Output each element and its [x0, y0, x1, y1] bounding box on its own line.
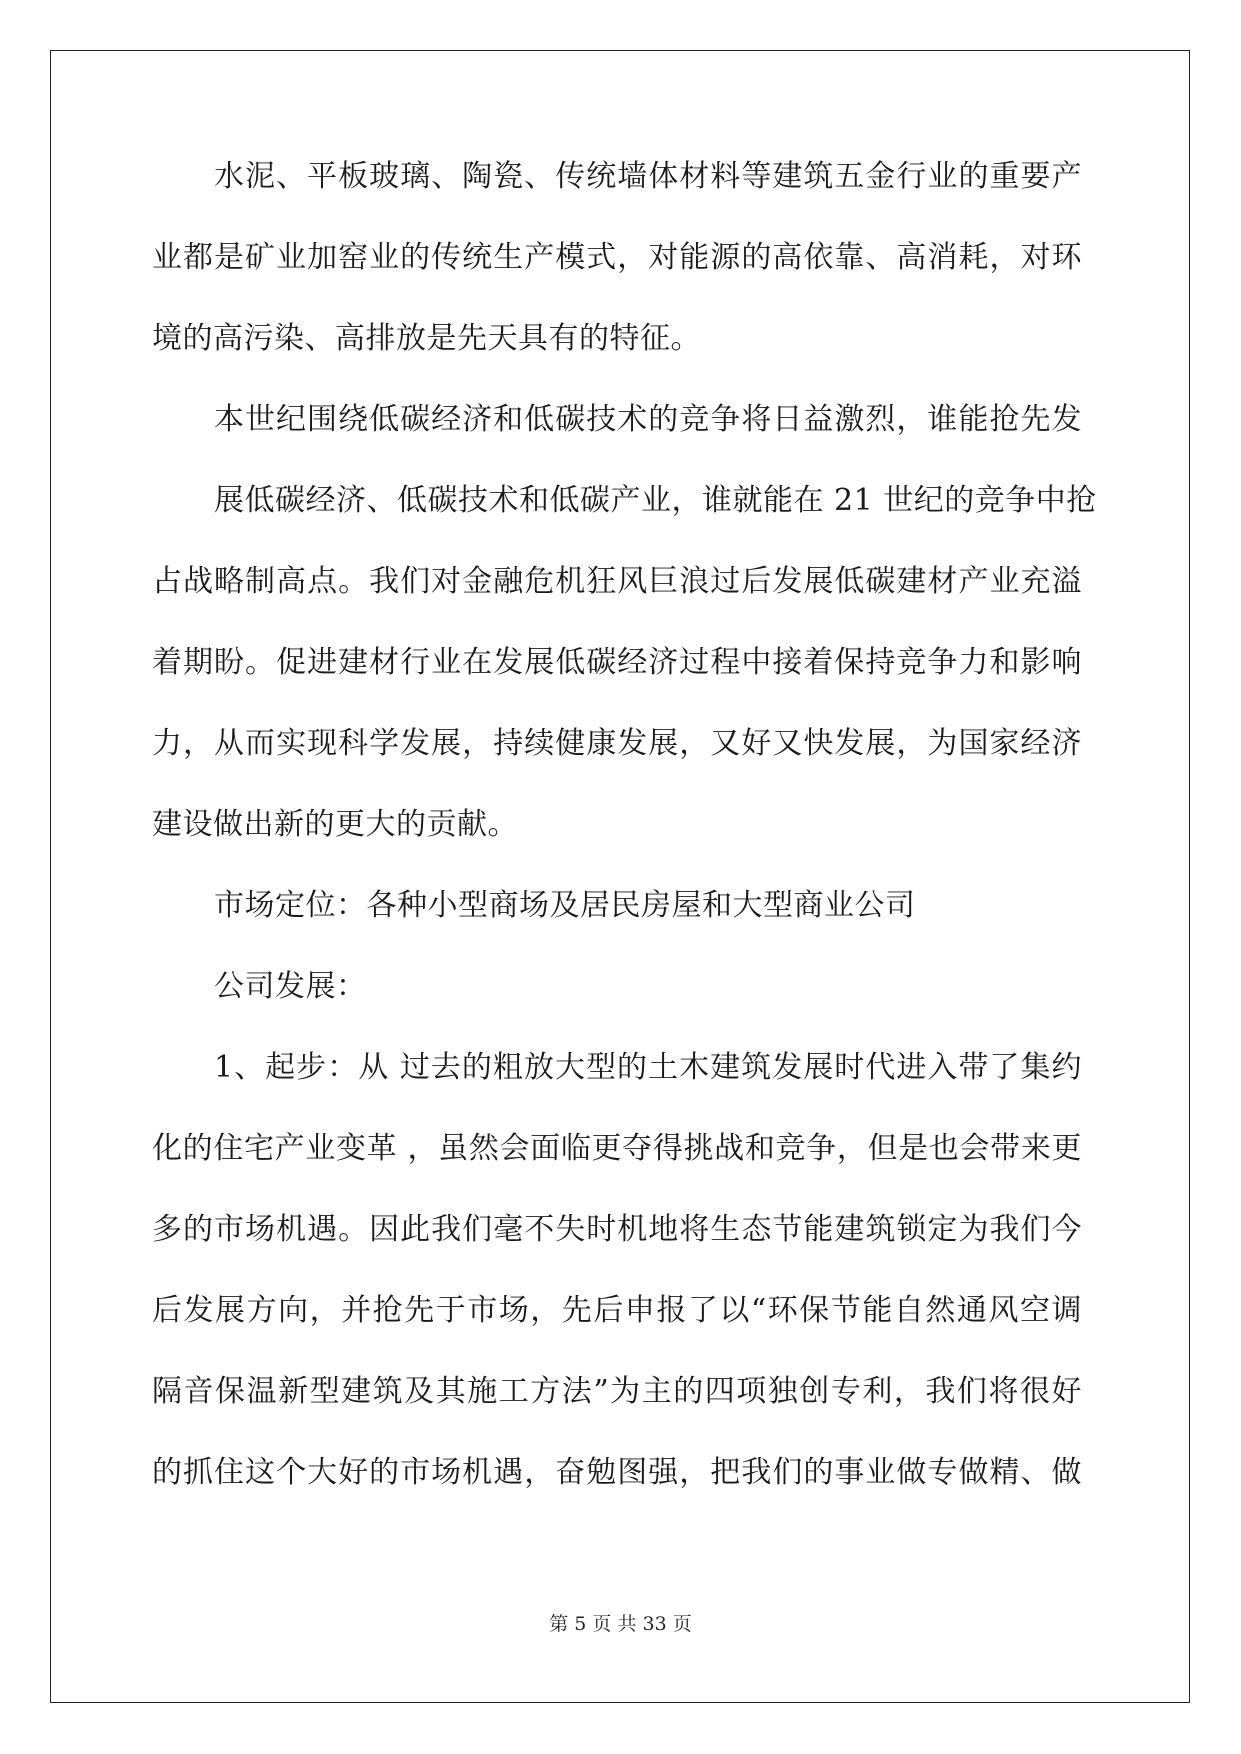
- document-body: [152, 159, 1097, 1539]
- text-line: 后发展方向，并抢先于市场，先后申报了以“环保节能自然通风空调: [152, 1293, 1082, 1328]
- text-line: 市场定位：各种小型商场及居民房屋和大型商业公司: [214, 888, 916, 923]
- text-line: 力，从而实现科学发展，持续健康发展，又好又快发展，为国家经济: [152, 726, 1082, 761]
- text-line: 建设做出新的更大的贡献。: [152, 807, 518, 842]
- text-line: 水泥、平板玻璃、陶瓷、传统墙体材料等建筑五金行业的重要产: [214, 159, 1082, 194]
- text-line: 本世纪围绕低碳经济和低碳技术的竞争将日益激烈，谁能抢先发: [214, 402, 1082, 437]
- text-line: 隔音保温新型建筑及其施工方法”为主的四项独创专利，我们将很好: [152, 1374, 1082, 1409]
- text-line: 展低碳经济、低碳技术和低碳产业，谁就能在 21 世纪的竞争中抢: [214, 483, 1097, 518]
- text-line: 的抓住这个大好的市场机遇，奋勉图强，把我们的事业做专做精、做: [152, 1455, 1082, 1490]
- text-line: 占战略制高点。我们对金融危机狂风巨浪过后发展低碳建材产业充溢: [152, 564, 1082, 599]
- text-line: 公司发展：: [214, 969, 367, 1004]
- text-line: 化的住宅产业变革 ，虽然会面临更夺得挑战和竞争，但是也会带来更: [152, 1131, 1082, 1166]
- text-line: 业都是矿业加窑业的传统生产模式，对能源的高依靠、高消耗，对环: [152, 240, 1082, 275]
- page-footer: 第 5 页 共 33 页: [549, 1613, 692, 1635]
- text-line: 境的高污染、高排放是先天具有的特征。: [152, 321, 701, 356]
- text-line: 多的市场机遇。因此我们毫不失时机地将生态节能建筑锁定为我们今: [152, 1212, 1082, 1247]
- text-line: 1、起步：从 过去的粗放大型的土木建筑发展时代进入带了集约: [214, 1050, 1082, 1085]
- text-line: 着期盼。促进建材行业在发展低碳经济过程中接着保持竞争力和影响: [152, 645, 1082, 680]
